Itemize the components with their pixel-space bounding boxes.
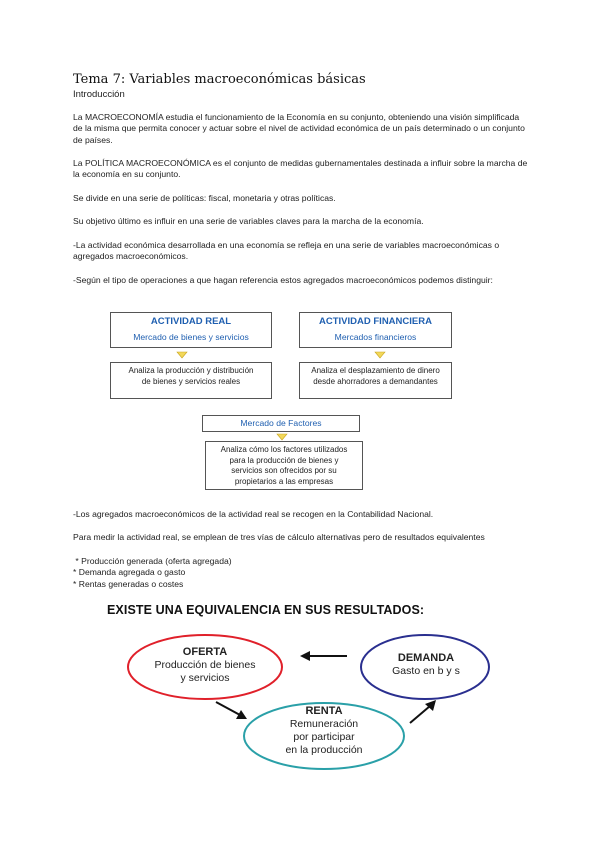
actividad-financiera-desc: Analiza el desplazamiento de dinero desde ahorradores a demandantes [311,366,440,386]
demanda-title: DEMANDA [397,652,455,664]
page-title: Tema 7: Variables macroeconómicas básicas [73,72,366,87]
actividad-financiera-heading: ACTIVIDAD FINANCIERA [319,316,432,327]
paragraph-text: -Los agregados macroeconómicos de la actividad real se recogen en la Contabilidad Nacional. [73,509,434,519]
renta-line3: en la producción [285,744,363,756]
renta-label [254,705,394,757]
mercado-factores-desc: Analiza cómo los factores utilizados para la producción de bienes y servicios son ofrecidos por su propietarios a las empresas [220,445,348,486]
paragraph-text: -La actividad económica desarrollada en una economía se refleja en una serie de variables macroeconómicas o agregados macroeconómicos. [73,240,500,262]
equivalencia-banner: EXISTE UNA EQUIVALENCIA EN SUS RESULTADOS: [107,603,425,617]
paragraph-text: Se divide en una serie de políticas: fiscal, monetaria y otras políticas. [73,193,336,203]
arrow-up-right-icon [410,700,436,723]
paragraph-text: Su objetivo último es influir en una serie de variables claves para la marcha de la economía. [73,216,424,226]
paragraph-text: Para medir la actividad real, se emplean de tres vías de cálculo alternativas pero de resultados equivalentes [73,532,485,542]
arrow-left-icon [300,651,347,661]
oferta-line2: y servicios [180,672,230,684]
list-item: * Demanda agregada o gasto [73,567,186,578]
arrow-down-right-icon [216,702,247,719]
oferta-line1: Producción de bienes [154,659,256,671]
oferta-label [135,646,275,685]
oferta-title: OFERTA [182,646,228,658]
actividad-real-sub: Mercado de bienes y servicios [133,332,249,342]
demanda-label [366,652,486,678]
actividad-real-heading: ACTIVIDAD REAL [150,316,232,327]
actividad-financiera-sub: Mercados financieros [334,332,417,342]
section-subtitle: Introducción [73,89,125,100]
paragraph-text: La POLÍTICA MACROECONÓMICA es el conjunto de medidas gubernamentales destinada a influir sobre la marcha de la economía en su conjunto. [73,158,528,180]
mercado-factores-sub: Mercado de Factores [240,418,322,428]
actividad-real-desc: Analiza la producción y distribución de bienes y servicios reales [128,366,254,386]
paragraph-text: -Según el tipo de operaciones a que hagan referencia estos agregados macroeconómicos podemos distinguir: [73,275,493,285]
renta-line1: Remuneración [289,718,359,730]
renta-line2: por participar [293,731,355,743]
renta-title: RENTA [305,705,343,717]
list-item: * Producción generada (oferta agregada) [73,556,232,566]
list-item: * Rentas generadas o costes [73,578,184,589]
demanda-line1: Gasto en b y s [392,665,460,677]
paragraph-text: La MACROECONOMÍA estudia el funcionamiento de la Economía en su conjunto, obteniendo una visión simplificada de la misma que permita conocer y actuar sobre el nivel de actividad económica de un país determinado o un conjunto de países. [73,112,525,145]
